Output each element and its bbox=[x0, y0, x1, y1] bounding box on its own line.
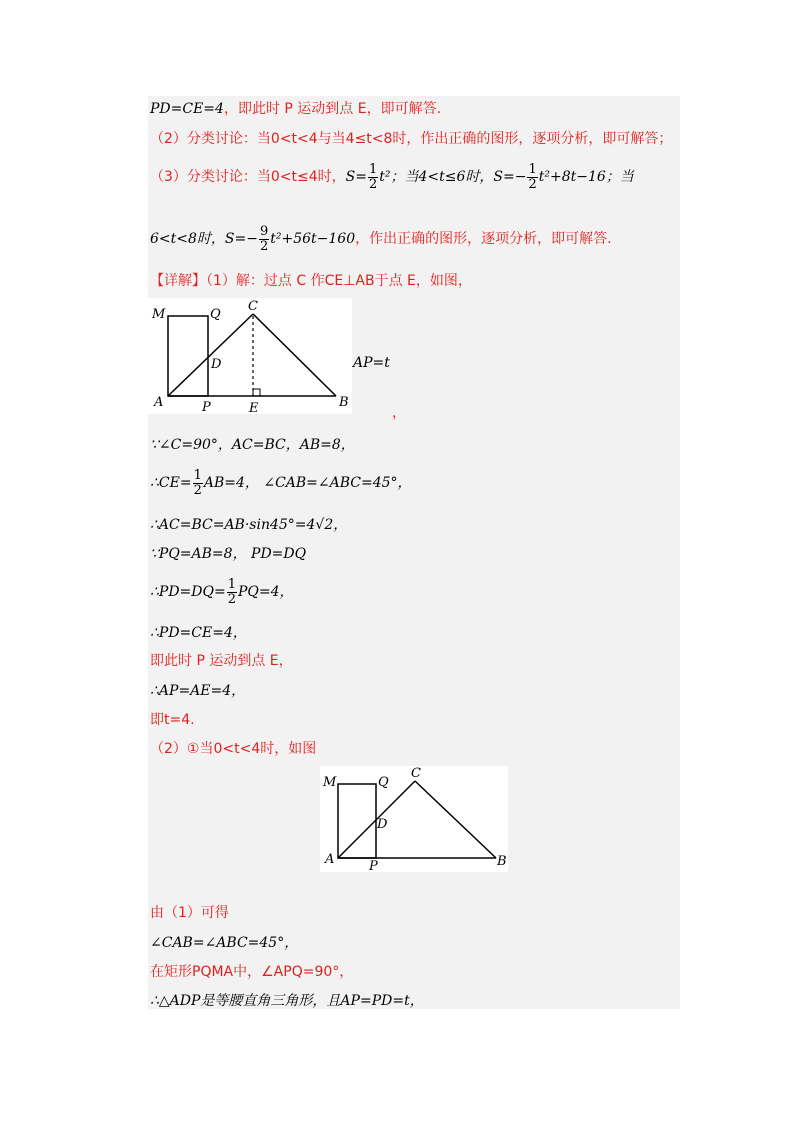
label-C: C bbox=[411, 766, 421, 781]
frac-num: 1 bbox=[227, 576, 236, 592]
label-D: D bbox=[211, 357, 222, 372]
line-1-text: ，即此时 P 运动到点 E，即可解答. bbox=[223, 101, 442, 117]
figure-2 bbox=[320, 766, 508, 872]
figure-1-side-note: AP=t bbox=[353, 355, 390, 371]
line-4-b: S=− bbox=[224, 231, 258, 247]
statement-4: ∵PQ=AB=8， PD=DQ bbox=[150, 546, 307, 562]
detail-heading: 【详解】（1）解：过点 C 作CE⊥AB于点 E，如图， bbox=[150, 273, 472, 289]
label-E: E bbox=[249, 401, 259, 414]
statement-2-a: ∴CE= bbox=[150, 475, 192, 491]
line-2: （2）分类讨论：当0<t<4与当4≤t<8时，作出正确的图形，逐项分析，即可解答； bbox=[150, 131, 673, 147]
label-P: P bbox=[369, 859, 378, 872]
statement-2 bbox=[150, 466, 412, 500]
label-M: M bbox=[152, 307, 166, 322]
frac-den: 2 bbox=[259, 238, 269, 254]
statement-3: ∴AC=BC=AB·sin45°=4√2， bbox=[150, 517, 348, 533]
statement-5 bbox=[150, 575, 294, 609]
label-A: A bbox=[154, 395, 164, 410]
label-C: C bbox=[248, 299, 258, 314]
line-3-c: t²；当4<t≤6时， bbox=[379, 169, 494, 185]
line-3-b: S= bbox=[345, 169, 367, 185]
label-Q: Q bbox=[378, 775, 389, 790]
statement-11: 由（1）可得 bbox=[150, 905, 229, 921]
fraction-half bbox=[368, 163, 378, 192]
figure-1-diagram bbox=[148, 298, 352, 414]
line-4-a: 6<t<8时， bbox=[150, 231, 225, 247]
line-4 bbox=[150, 222, 612, 256]
frac-den: 2 bbox=[193, 482, 202, 498]
line-4-c: t²+56t−160 bbox=[270, 231, 356, 247]
label-D: D bbox=[377, 817, 388, 832]
statement-9: 即t=4. bbox=[150, 712, 195, 728]
fraction-half-4 bbox=[227, 578, 237, 607]
figure-1-comma: ， bbox=[392, 405, 406, 421]
label-B: B bbox=[497, 854, 507, 869]
figure-1 bbox=[148, 298, 352, 414]
line-4-d: ，作出正确的图形，逐项分析，即可解答. bbox=[355, 231, 612, 247]
frac-den: 2 bbox=[227, 591, 236, 607]
line-3-a: （3）分类讨论：当0<t≤4时， bbox=[150, 169, 346, 185]
frac-num: 9 bbox=[259, 223, 269, 239]
statement-8: ∴AP=AE=4， bbox=[150, 683, 246, 699]
line-3-d: S=− bbox=[493, 169, 527, 185]
frac-num: 1 bbox=[528, 161, 537, 177]
label-Q: Q bbox=[210, 307, 221, 322]
statement-12: ∠CAB=∠ABC=45°， bbox=[150, 935, 299, 951]
statement-14: ∴△ADP是等腰直角三角形，且AP=PD=t， bbox=[150, 993, 424, 1009]
statement-2-b: AB=4， ∠CAB=∠ABC=45°， bbox=[203, 475, 412, 491]
statement-6: ∴PD=CE=4， bbox=[150, 625, 247, 641]
statement-13: 在矩形PQMA中，∠APQ=90°， bbox=[150, 964, 354, 980]
statement-1: ∵∠C=90°，AC=BC，AB=8， bbox=[150, 437, 355, 453]
label-A: A bbox=[325, 852, 335, 867]
frac-den: 2 bbox=[528, 176, 537, 192]
statement-5-b: PQ=4， bbox=[238, 584, 294, 600]
statement-7: 即此时 P 运动到点 E， bbox=[150, 653, 293, 669]
frac-den: 2 bbox=[369, 176, 378, 192]
line-1 bbox=[150, 100, 441, 118]
frac-num: 1 bbox=[193, 467, 202, 483]
statement-5-a: ∴PD=DQ= bbox=[150, 584, 226, 600]
line-3 bbox=[150, 160, 634, 194]
label-P: P bbox=[202, 400, 211, 414]
label-M: M bbox=[323, 775, 337, 790]
fraction-half-2 bbox=[527, 163, 537, 192]
label-B: B bbox=[339, 395, 349, 410]
line-3-e: t²+8t−16；当 bbox=[538, 169, 634, 185]
frac-num: 1 bbox=[369, 161, 378, 177]
math-expr: PD=CE=4 bbox=[150, 101, 224, 117]
figure-2-diagram bbox=[320, 766, 508, 872]
fraction-nine-half bbox=[259, 225, 269, 254]
fraction-half-3 bbox=[193, 469, 203, 498]
statement-10: （2）①当0<t<4时，如图 bbox=[150, 741, 317, 757]
